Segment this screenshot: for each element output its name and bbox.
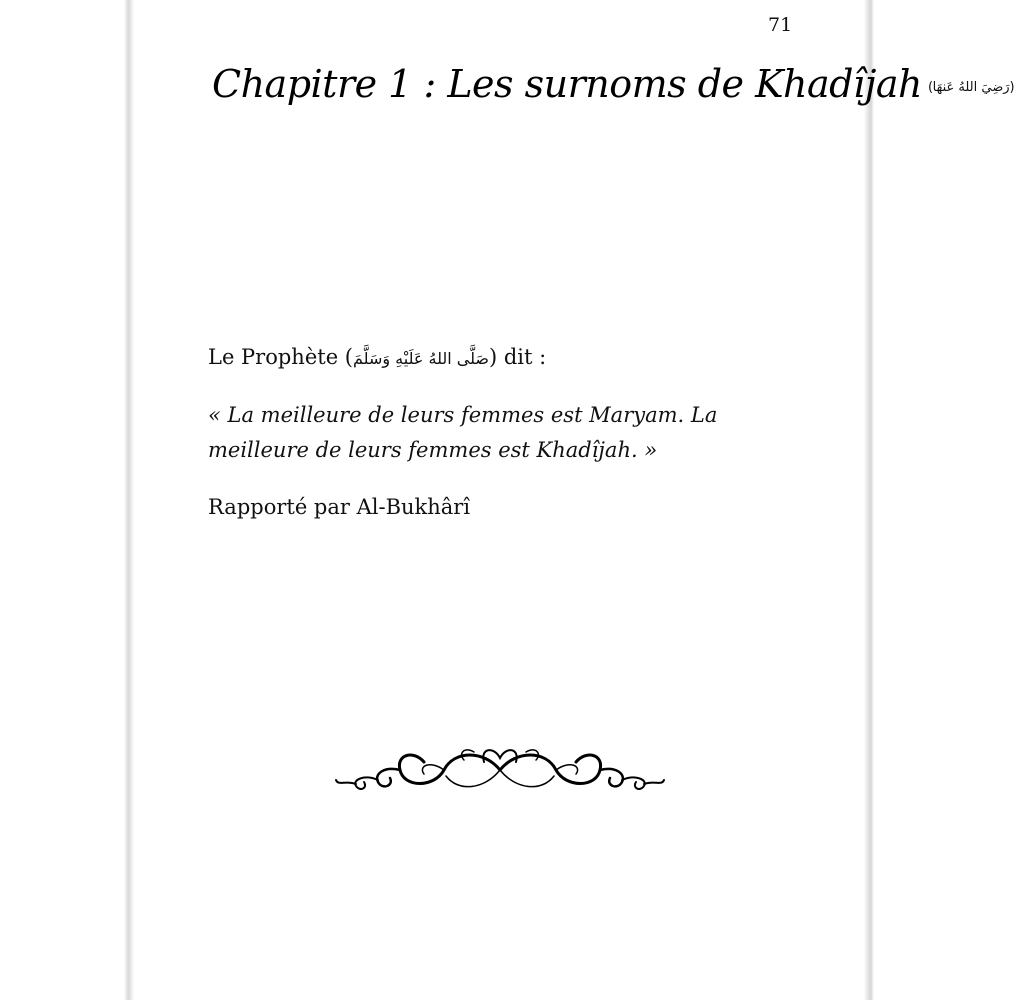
chapter-title-text: Chapitre 1 : Les surnoms de Khadîjah: [212, 62, 923, 106]
chapter-honorific: (رَضِيَ اللهُ عَنهَا): [928, 80, 1014, 95]
page-number: 71: [768, 14, 793, 36]
chapter-title: [212, 62, 1014, 106]
page-edge-left: [124, 0, 134, 1000]
decorative-flourish-icon: [334, 740, 666, 800]
intro-before: Le Prophète (: [208, 345, 353, 369]
hadith-quote: « La meilleure de leurs femmes est Maryam. La meilleure de leurs femmes est Khadîjah. »: [208, 403, 718, 462]
intro-line: [208, 340, 798, 376]
page-edge-right: [864, 0, 874, 1000]
intro-arabic-honorific: صَلَّى اللهُ عَلَيْهِ وَسَلَّمَ: [353, 349, 489, 368]
intro-after: ) dit :: [489, 345, 547, 369]
hadith-source: Rapporté par Al-Bukhârî: [208, 495, 471, 519]
